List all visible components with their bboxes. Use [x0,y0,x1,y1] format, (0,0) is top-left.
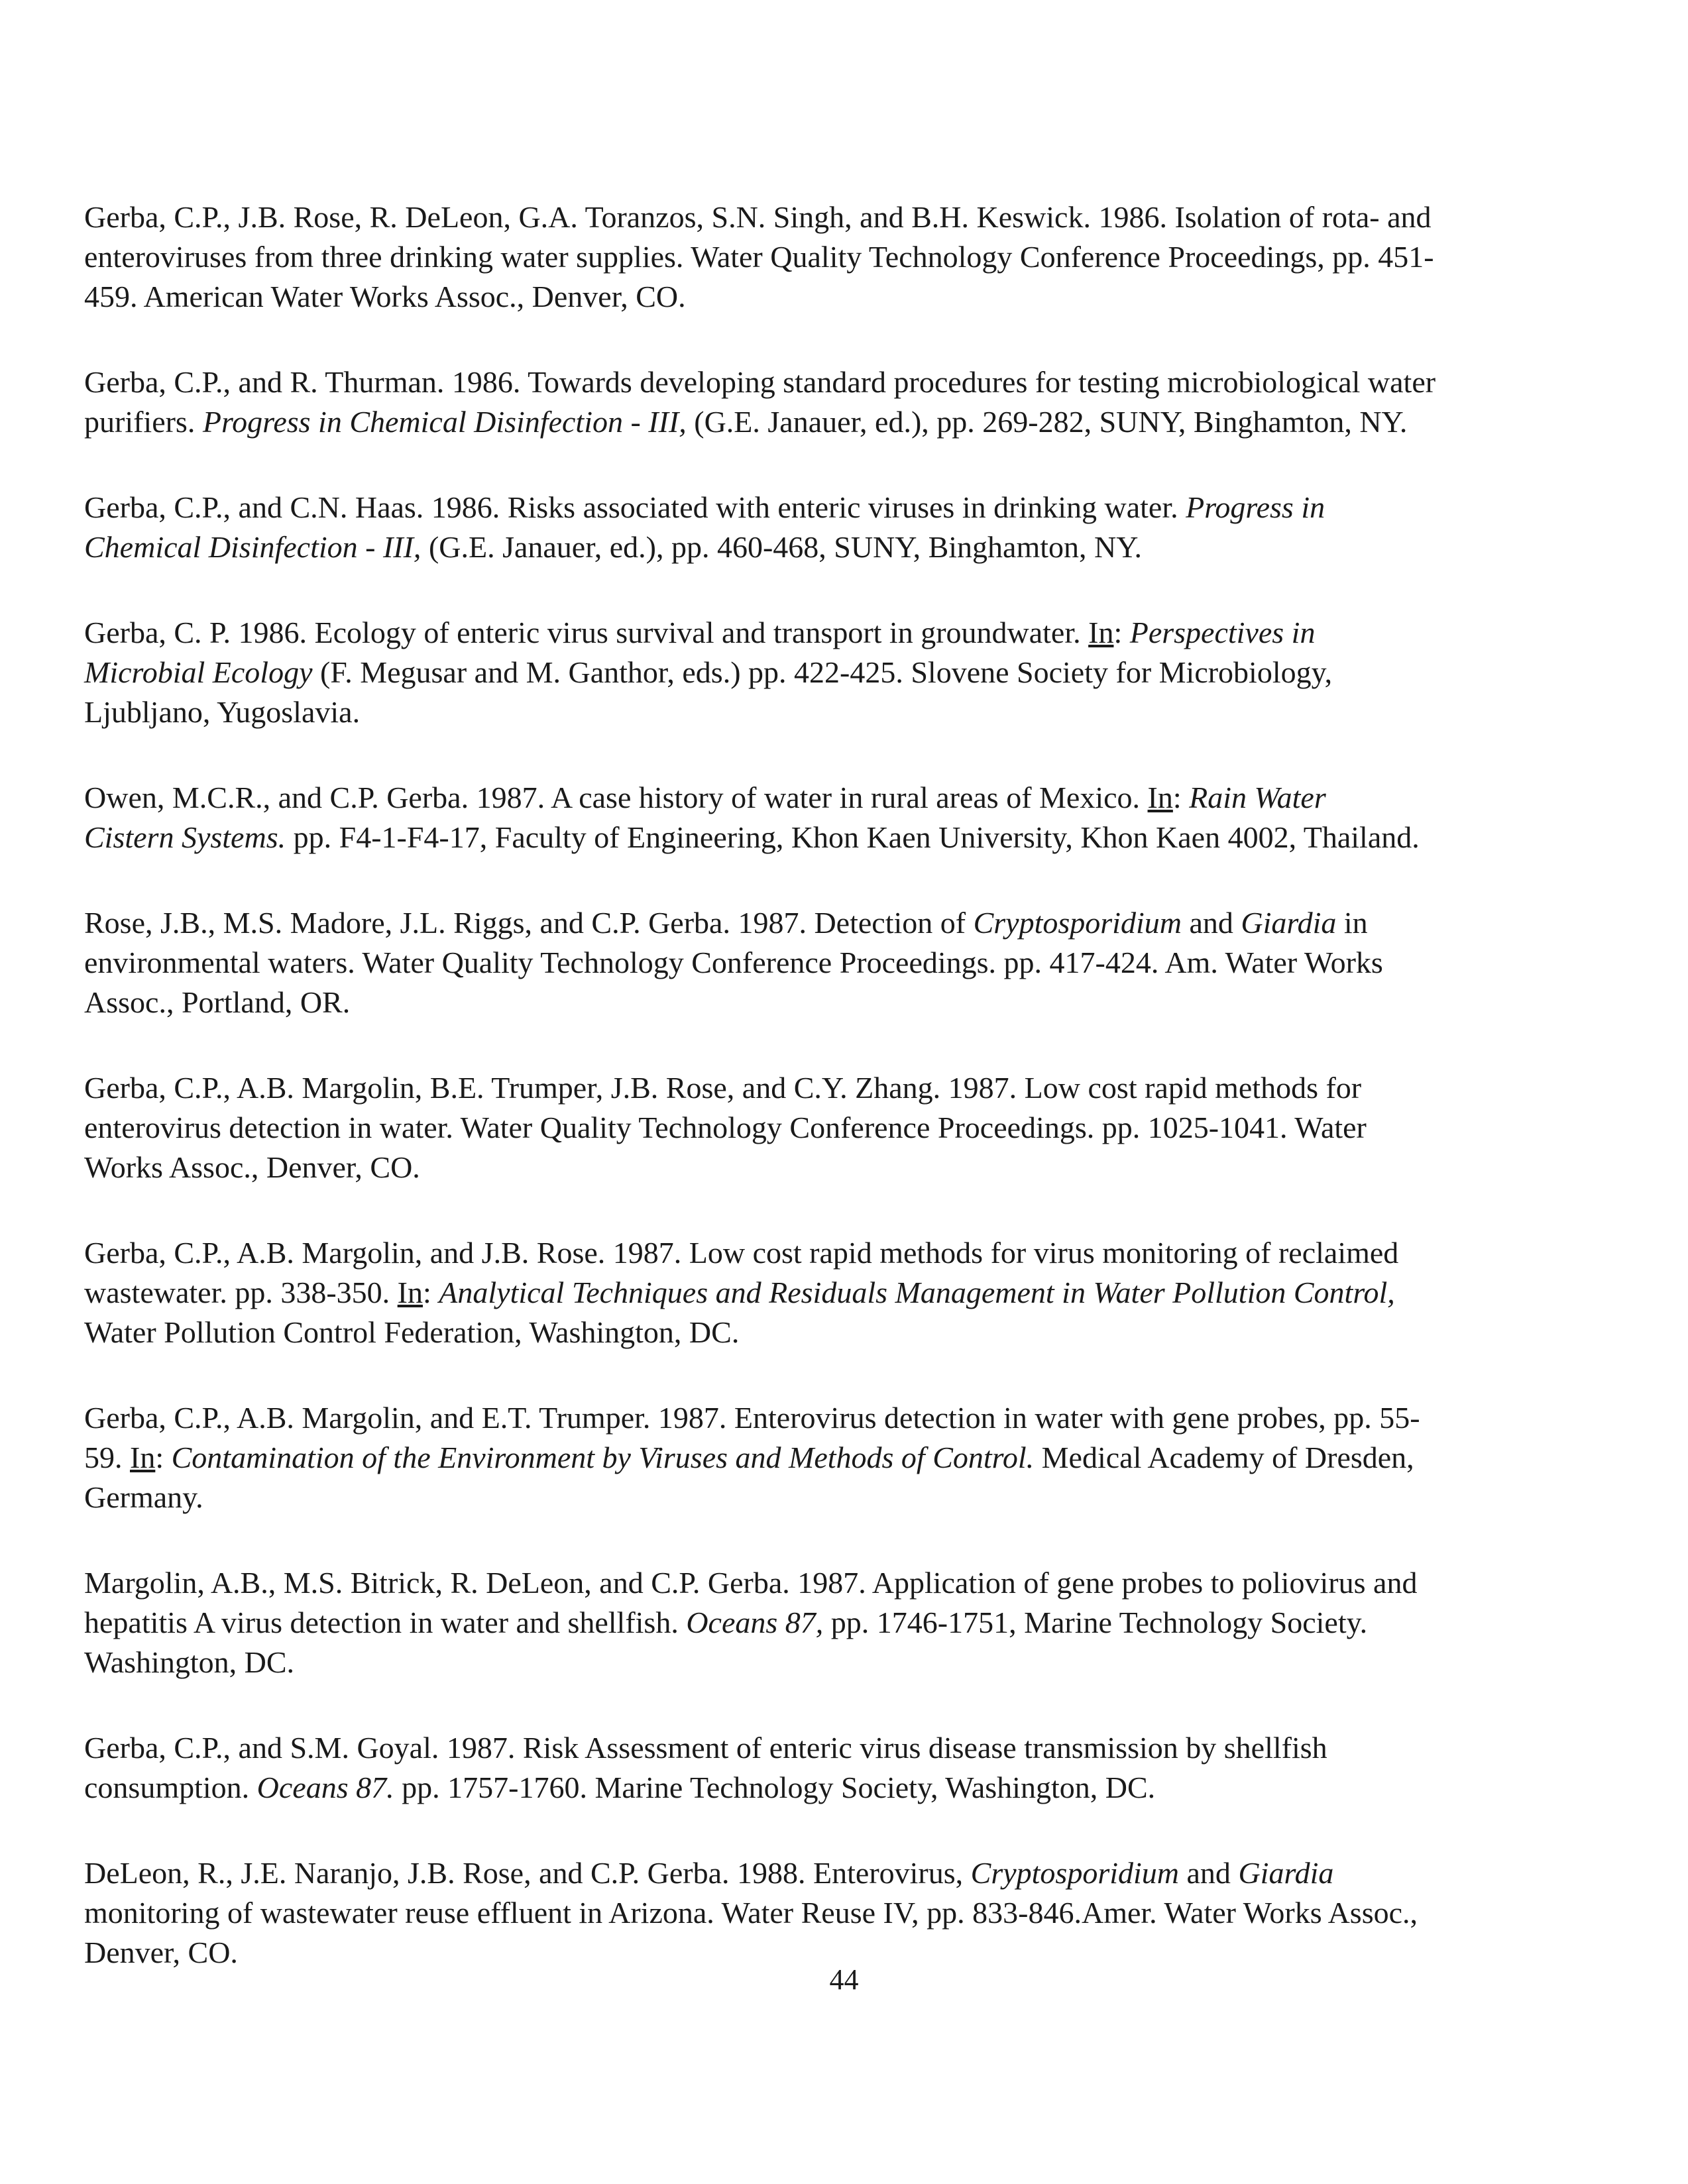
reference-text: Owen, M.C.R., and C.P. Gerba. 1987. A case history of water in rural areas of Mexico. [84,781,1148,814]
reference-line [84,1108,1569,1148]
reference-text: and [1181,906,1241,940]
reference-line [84,943,1569,983]
reference-line [84,197,1569,237]
reference-text: : [1172,781,1190,814]
reference-line [84,1438,1569,1478]
reference-line [84,488,1569,527]
italic-title: Analytical Techniques and Residuals Management in Water Pollution Control, [439,1276,1395,1309]
italic-title: Perspectives in [1129,616,1316,649]
italic-title: Progress in Chemical Disinfection - III, [202,405,687,439]
reference-line [84,613,1569,653]
reference-line [84,1478,1569,1517]
reference-text: (G.E. Janauer, ed.), pp. 460-468, SUNY, Binghamton, NY. [421,530,1143,564]
reference-text: Gerba, C.P., A.B. Margolin, and E.T. Trumper. 1987. Enterovirus detection in water with gene probes, pp. 55- [84,1401,1420,1435]
italic-title: Cryptosporidium [973,906,1182,940]
reference-text: enterovirus detection in water. Water Quality Technology Conference Proceedings. pp. 1025-1041. Water [84,1111,1367,1144]
reference-entry [84,197,1569,317]
reference-entry [84,903,1569,1022]
reference-text: environmental waters. Water Quality Technology Conference Proceedings. pp. 417-424. Am. Water Works [84,946,1383,979]
reference-entry [84,1233,1569,1352]
reference-entry [84,488,1569,567]
reference-text: Gerba, C.P., and R. Thurman. 1986. Towards developing standard procedures for testing microbiological water [84,365,1436,399]
reference-text: Works Assoc., Denver, CO. [84,1150,420,1184]
reference-text: (F. Megusar and M. Ganthor, eds.) pp. 422-425. Slovene Society for Microbiology, [312,655,1333,689]
reference-line [84,653,1569,692]
reference-text: pp. 1746-1751, Marine Technology Society. [823,1606,1368,1639]
italic-title: Cryptosporidium [970,1856,1180,1890]
reference-text: and [1179,1856,1239,1890]
reference-text: Medical Academy of Dresden, [1034,1441,1414,1474]
reference-text: Gerba, C.P., A.B. Margolin, and J.B. Rose. 1987. Low cost rapid methods for virus monitoring of reclaimed [84,1236,1399,1270]
reference-line [84,1603,1569,1643]
reference-text: in [1336,906,1368,940]
reference-line [84,527,1569,567]
reference-text: Water Pollution Control Federation, Washington, DC. [84,1315,740,1349]
italic-title: Cistern Systems. [84,820,286,854]
reference-text: : [1113,616,1130,649]
reference-text: purifiers. [84,405,203,439]
reference-entry [84,613,1569,732]
italic-title: Chemical Disinfection - III, [84,530,422,564]
underlined-text: In [1088,616,1114,649]
reference-entry [84,1398,1569,1517]
reference-text: Germany. [84,1480,203,1514]
reference-line [84,1273,1569,1313]
reference-line [84,1893,1569,1933]
reference-line [84,1853,1569,1893]
reference-entry [84,1728,1569,1808]
reference-text: (G.E. Janauer, ed.), pp. 269-282, SUNY, Binghamton, NY. [686,405,1408,439]
italic-title: Contamination of the Environment by Viruses and Methods of Control. [171,1441,1035,1474]
reference-entry [84,1068,1569,1187]
italic-title: Giardia [1238,1856,1334,1890]
reference-list [84,197,1569,2018]
reference-line [84,778,1569,818]
reference-line [84,903,1569,943]
reference-text: consumption. [84,1771,257,1804]
reference-text: pp. F4-1-F4-17, Faculty of Engineering, Khon Kaen University, Khon Kaen 4002, Thailand. [286,820,1420,854]
underlined-text: In [397,1276,423,1309]
reference-text: Ljubljano, Yugoslavia. [84,695,361,729]
reference-text: DeLeon, R., J.E. Naranjo, J.B. Rose, and C.P. Gerba. 1988. Enterovirus, [84,1856,971,1890]
reference-line [84,1068,1569,1108]
reference-line [84,983,1569,1022]
reference-line [84,1148,1569,1187]
reference-entry [84,778,1569,857]
italic-title: Microbial Ecology [84,655,313,689]
reference-text: 59. [84,1441,130,1474]
reference-text: Gerba, C.P., and S.M. Goyal. 1987. Risk Assessment of enteric virus disease transmission by shellfish [84,1731,1327,1765]
reference-text: Denver, CO. [84,1936,238,1969]
reference-text: pp. 1757-1760. Marine Technology Society, Washington, DC. [394,1771,1156,1804]
reference-text: hepatitis A virus detection in water and shellfish. [84,1606,687,1639]
italic-title: Rain Water [1189,781,1326,814]
reference-text: wastewater. pp. 338-350. [84,1276,398,1309]
underlined-text: In [130,1441,156,1474]
reference-text: Washington, DC. [84,1645,295,1679]
reference-text: Gerba, C.P., A.B. Margolin, B.E. Trumper, J.B. Rose, and C.Y. Zhang. 1987. Low cost rapid methods for [84,1071,1362,1105]
page-number: 44 [829,1963,859,1996]
reference-line [84,692,1569,732]
reference-entry [84,362,1569,442]
reference-text: Assoc., Portland, OR. [84,985,351,1019]
reference-entry [84,1563,1569,1682]
reference-line [84,1563,1569,1603]
reference-line [84,1233,1569,1273]
reference-entry [84,1853,1569,1973]
reference-line [84,1313,1569,1352]
italic-title: Progress in [1186,490,1325,524]
reference-line [84,1643,1569,1682]
reference-text: : [155,1441,172,1474]
reference-line [84,818,1569,857]
reference-text: Rose, J.B., M.S. Madore, J.L. Riggs, and C.P. Gerba. 1987. Detection of [84,906,974,940]
reference-line [84,1768,1569,1808]
reference-text: Gerba, C. P. 1986. Ecology of enteric virus survival and transport in groundwater. [84,616,1089,649]
reference-text: : [423,1276,439,1309]
reference-text: enteroviruses from three drinking water supplies. Water Quality Technology Conference Proceedings, pp. 451- [84,240,1434,274]
underlined-text: In [1147,781,1173,814]
italic-title: Giardia [1241,906,1337,940]
reference-text: Gerba, C.P., and C.N. Haas. 1986. Risks associated with enteric viruses in drinking water. [84,490,1186,524]
italic-title: Oceans 87. [256,1771,394,1804]
reference-line [84,402,1569,442]
reference-text: 459. American Water Works Assoc., Denver, CO. [84,280,686,313]
reference-line [84,1398,1569,1438]
reference-text: monitoring of wastewater reuse effluent in Arizona. Water Reuse IV, pp. 833-846.Amer. Water Works Assoc., [84,1896,1418,1930]
reference-text: Gerba, C.P., J.B. Rose, R. DeLeon, G.A. Toranzos, S.N. Singh, and B.H. Keswick. 1986. Isolation of rota- and [84,200,1432,234]
reference-line [84,1728,1569,1768]
reference-line [84,277,1569,317]
reference-text: Margolin, A.B., M.S. Bitrick, R. DeLeon, and C.P. Gerba. 1987. Application of gene probes to poliovirus and [84,1566,1418,1600]
italic-title: Oceans 87, [686,1606,824,1639]
reference-line [84,237,1569,277]
reference-line [84,362,1569,402]
